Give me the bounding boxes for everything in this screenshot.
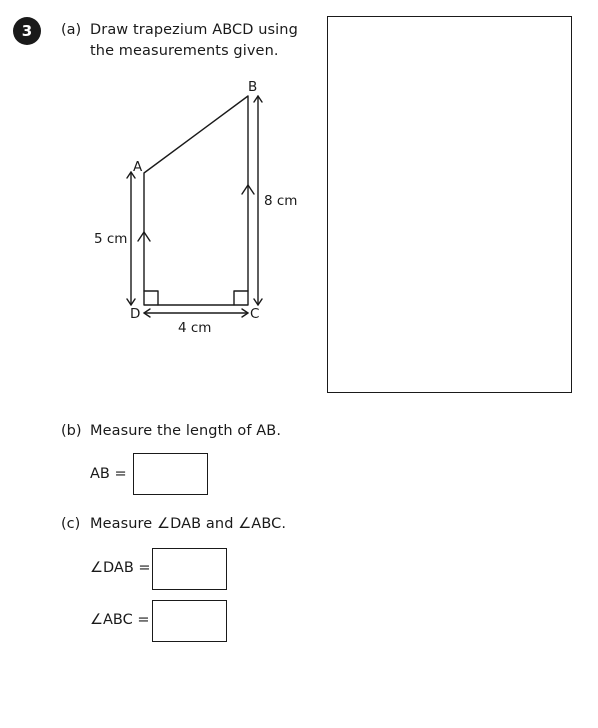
drawing-area[interactable]: [327, 16, 572, 393]
part-b-label: (b): [61, 423, 82, 439]
ab-answer-box[interactable]: [133, 453, 208, 495]
question-number-badge: 3: [13, 17, 41, 45]
part-c-instruction: Measure ∠DAB and ∠ABC.: [90, 516, 287, 532]
vertex-b-label: B: [248, 79, 258, 95]
part-a-label: (a): [61, 22, 82, 38]
ab-answer-label: AB =: [90, 466, 127, 482]
length-ad-label: 5 cm: [94, 231, 128, 247]
part-a-instruction-line-1: Draw trapezium ABCD using: [90, 22, 298, 38]
abc-answer-box[interactable]: [152, 600, 227, 642]
part-b-instruction: Measure the length of AB.: [90, 423, 282, 439]
part-c-label: (c): [61, 516, 81, 532]
dab-answer-label: ∠DAB =: [90, 560, 151, 576]
vertex-d-label: D: [130, 306, 141, 322]
vertex-a-label: A: [133, 159, 143, 175]
right-angle-d-mark: [144, 291, 158, 305]
trapezium-outline: [144, 96, 248, 305]
right-angle-c-mark: [234, 291, 248, 305]
abc-answer-label: ∠ABC =: [90, 612, 150, 628]
part-a-instruction-line-2: the measurements given.: [90, 43, 279, 59]
vertex-c-label: C: [250, 306, 260, 322]
trapezium-diagram: [0, 70, 320, 420]
dab-answer-box[interactable]: [152, 548, 227, 590]
length-dc-label: 4 cm: [178, 320, 212, 336]
length-bc-label: 8 cm: [264, 193, 298, 209]
